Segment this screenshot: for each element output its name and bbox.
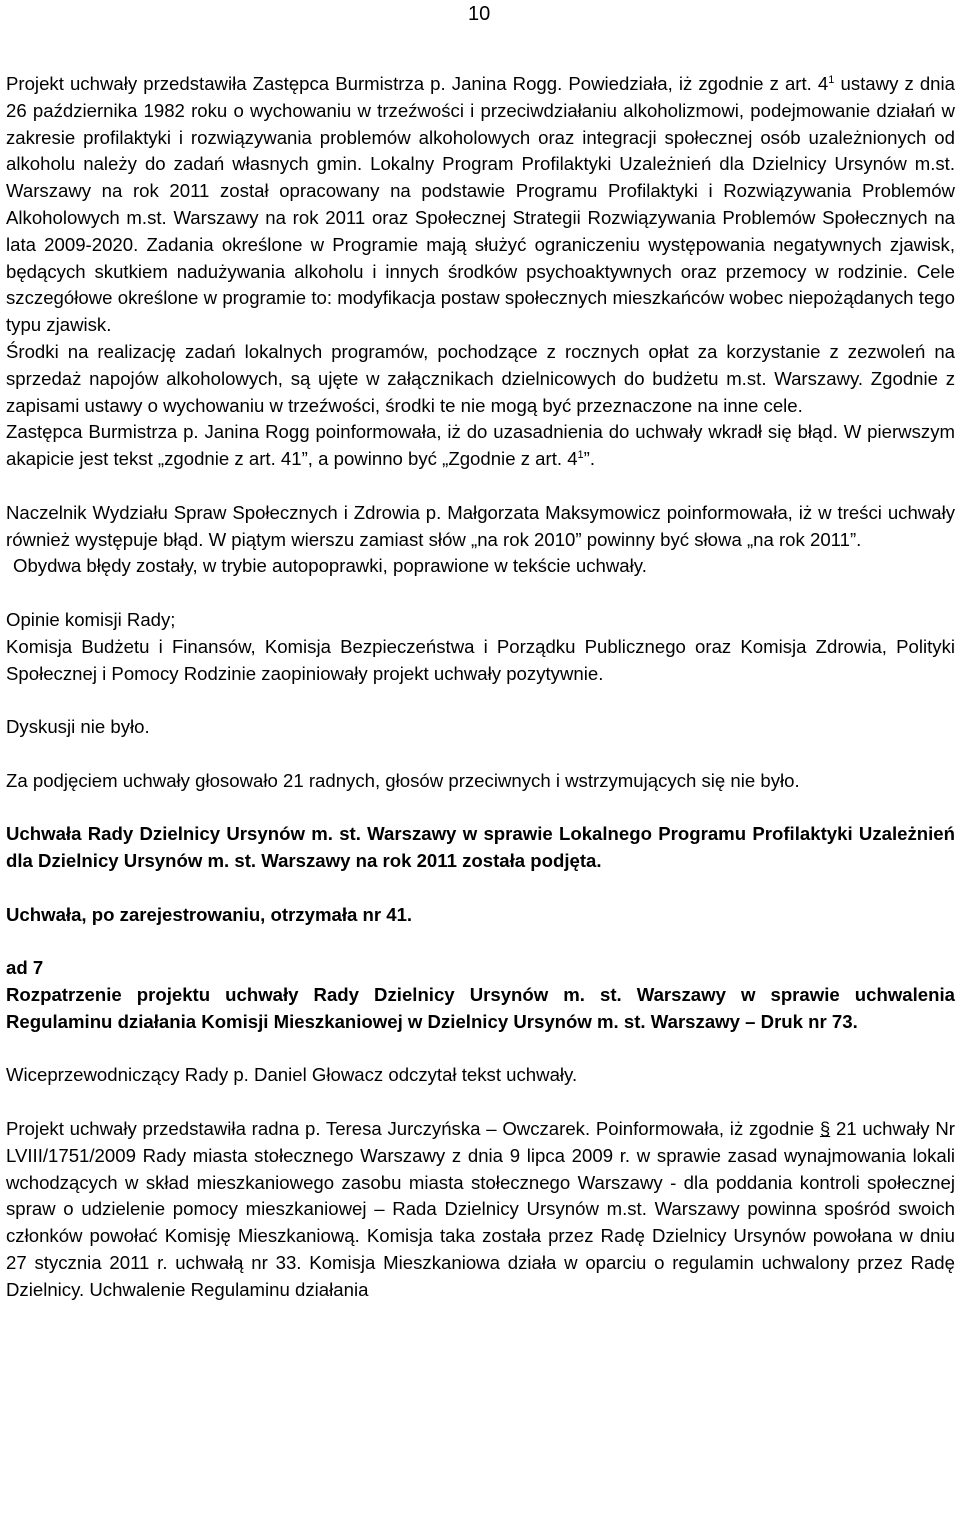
paragraph-reading: Wiceprzewodniczący Rady p. Daniel Głowacz odczytał tekst uchwały. (6, 1064, 578, 1086)
spacer (6, 473, 955, 500)
spacer (6, 795, 955, 822)
paragraph-vote-result: Za podjęciem uchwały głosowało 21 radnych, głosów przeciwnych i wstrzymujących się nie było. (6, 769, 800, 791)
paragraph-text: 21 uchwały Nr LVIII/1751/2009 Rady miasta stołecznego Warszawy z dnia 9 lipca 2009 r. w sprawie zasad wynajmowania lokali wchodzących w skład mieszkaniowego zasobu miasta stołecznego Warszawy - dla poddania kontroli społecznej spraw o udzielenie pomocy mieszkaniowej – Rada Dzielnicy Ursynów m.st. Warszawy powinna spośród swoich członków powołać Komisję Mieszkaniową. Komisja taka została przez Radę Dzielnicy Ursynów powołana w dniu 27 stycznia 2011 r. uchwałą nr 33. Komisja Mieszkaniowa działa w oparciu o regulamin uchwalony przez Radę Dzielnicy. Uchwalenie Regulaminu działania (6, 1118, 955, 1300)
paragraph-committee-opinions-heading: Opinie komisji Rady; (6, 608, 176, 630)
section-symbol: § (819, 1118, 831, 1140)
spacer (6, 929, 955, 956)
paragraph-no-discussion: Dyskusji nie było. (6, 716, 150, 738)
paragraph-resolution-number: Uchwała, po zarejestrowaniu, otrzymała nr 41. (6, 903, 413, 925)
document-body (6, 71, 955, 1304)
paragraph-error-correction-2: Naczelnik Wydziału Spraw Społecznych i Zdrowia p. Małgorzata Maksymowicz poinformowała, iż w treści uchwały również występuje błąd. W piątym wierszu zamiast słów „na rok 2010” powinny być słowa „na rok 2011”. (6, 501, 955, 550)
spacer (6, 687, 955, 714)
spacer (6, 1036, 955, 1063)
agenda-item-number: ad 7 (6, 957, 44, 979)
paragraph-funding: Środki na realizację zadań lokalnych programów, pochodzące z rocznych opłat za korzystanie z zezwoleń na sprzedaż napojów alkoholowych, są ujęte w załącznikach dzielnicowych do budżetu m.st. Warszawy. Zgodnie z zapisami ustawy o wychowaniu w trzeźwości, środki te nie mogą być przeznaczone na inne cele. (6, 340, 955, 416)
paragraph-text: Projekt uchwały przedstawiła Zastępca Burmistrza p. Janina Rogg. Powiedziała, iż zgodnie z art. 4 (6, 73, 829, 94)
page-number: 10 (468, 3, 491, 25)
paragraph-text: ”. (583, 448, 596, 470)
spacer (6, 580, 955, 607)
paragraph-autocorrection: Obydwa błędy zostały, w trybie autopoprawki, poprawione w tekście uchwały. (13, 555, 647, 577)
paragraph-project-presentation (6, 71, 955, 339)
spacer (6, 741, 955, 768)
paragraph-committee-opinions: Komisja Budżetu i Finansów, Komisja Bezpieczeństwa i Porządku Publicznego oraz Komisja Zdrowia, Polityki Społecznej i Pomocy Rodzinie zaopiniowały projekt uchwały pozytywnie. (6, 635, 955, 684)
spacer (6, 1089, 955, 1116)
paragraph-text: Zastępca Burmistrza p. Janina Rogg poinformowała, iż do uzasadnienia do uchwały wkradł się błąd. W pierwszym akapicie jest tekst „zgodnie z art. 41”, a powinno być „Zgodnie z art. 4 (6, 421, 955, 470)
paragraph-text: Projekt uchwały przedstawiła radna p. Teresa Jurczyńska – Owczarek. Poinformowała, iż zgodnie (6, 1118, 820, 1140)
agenda-item-title: Rozpatrzenie projektu uchwały Rady Dzielnicy Ursynów m. st. Warszawy w sprawie uchwalenia Regulaminu działania Komisji Mieszkaniowej w Dzielnicy Ursynów m. st. Warszawy – Druk nr 73. (6, 984, 955, 1032)
paragraph-resolution-adopted: Uchwała Rady Dzielnicy Ursynów m. st. Warszawy w sprawie Lokalnego Programu Profilaktyki Uzależnień dla Dzielnicy Ursynów m. st. Warszawy na rok 2011 została podjęta. (6, 823, 955, 872)
spacer (6, 875, 955, 902)
superscript: 1 (577, 449, 584, 462)
superscript: 1 (828, 74, 835, 86)
paragraph-housing-committee (6, 1116, 955, 1304)
paragraph-error-correction-1 (6, 419, 955, 473)
paragraph-text: ustawy z dnia 26 października 1982 roku o wychowaniu w trzeźwości i przeciwdziałaniu alkoholizmowi, podejmowanie działań w zakresie profilaktyki i rozwiązywania problemów alkoholowych oraz integracji społecznej osób uzależnionych od alkoholu należy do zadań własnych gmin. Lokalny Program Profilaktyki Uzależnień dla Dzielnicy Ursynów m.st. Warszawy na rok 2011 został opracowany na podstawie Programu Profilaktyki i Rozwiązywania Problemów Alkoholowych m.st. Warszawy na rok 2011 oraz Społecznej Strategii Rozwiązywania Problemów Społecznych na lata 2009-2020. Zadania określone w Programie mają służyć ograniczeniu występowania negatywnych zjawisk, będących skutkiem nadużywania alkoholu i innych środków psychoaktywnych oraz przemocy w rodzinie. Cele szczegółowe określone w programie to: modyfikacja postaw społecznych mieszkańców wobec niepożądanych tego typu zjawisk. (6, 73, 955, 336)
